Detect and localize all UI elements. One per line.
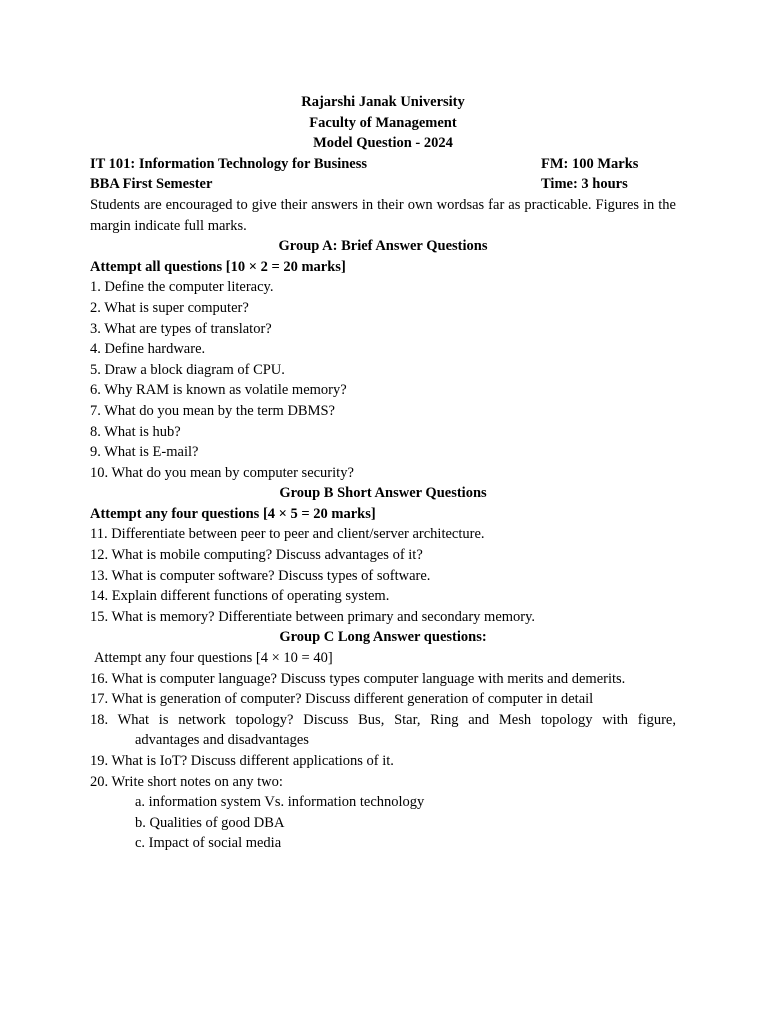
- question-item: 10. What do you mean by computer security?: [90, 464, 354, 481]
- question-item: 4. Define hardware.: [90, 341, 206, 358]
- course-row: [90, 154, 676, 175]
- question-item: 15. What is memory? Differentiate between primary and secondary memory.: [90, 608, 536, 625]
- group-b-title: Group B Short Answer Questions: [279, 485, 487, 502]
- group-c-title: Group C Long Answer questions:: [279, 629, 487, 646]
- exam-time: Time: 3 hours: [541, 176, 628, 193]
- question-item: 9. What is E-mail?: [90, 444, 199, 461]
- group-c-instruction: Attempt any four questions [4 × 10 = 40]: [94, 650, 333, 667]
- question-item: 1. Define the computer literacy.: [90, 279, 274, 296]
- question-item: 18. What is network topology? Discuss Bus, Star, Ring and Mesh topology with figure,: [90, 711, 676, 728]
- instructions: Students are encouraged to give their answers in their own wordsas far as practicable. Figures in the margin indicate full marks.: [90, 196, 676, 234]
- course-title: IT 101: Information Technology for Business: [90, 155, 368, 172]
- question-item: 5. Draw a block diagram of CPU.: [90, 361, 285, 378]
- faculty-name: Faculty of Management: [309, 114, 457, 131]
- semester: BBA First Semester: [90, 176, 213, 193]
- group-a-title: Group A: Brief Answer Questions: [278, 238, 488, 255]
- question-item: 17. What is generation of computer? Discuss different generation of computer in detail: [90, 691, 594, 708]
- question-item: 11. Differentiate between peer to peer and client/server architecture.: [90, 526, 485, 543]
- question-item: 16. What is computer language? Discuss types computer language with merits and demerits.: [90, 670, 626, 687]
- group-a-instruction: Attempt all questions [10 × 2 = 20 marks]: [90, 258, 346, 275]
- question-continuation: advantages and disadvantages: [135, 732, 309, 749]
- question-paper: [90, 92, 676, 854]
- group-b-instruction: Attempt any four questions [4 × 5 = 20 marks]: [90, 505, 376, 522]
- question-item: 19. What is IoT? Discuss different applications of it.: [90, 753, 394, 769]
- question-item: 6. Why RAM is known as volatile memory?: [90, 382, 347, 399]
- full-marks: FM: 100 Marks: [541, 155, 639, 172]
- question-item: 7. What do you mean by the term DBMS?: [90, 402, 335, 419]
- semester-row: [90, 174, 676, 195]
- question-item: 3. What are types of translator?: [90, 320, 272, 337]
- university-name: Rajarshi Janak University: [301, 94, 465, 110]
- sub-question-item: b. Qualities of good DBA: [135, 814, 285, 831]
- exam-title: Model Question - 2024: [313, 135, 453, 152]
- question-item: 14. Explain different functions of operating system.: [90, 588, 390, 605]
- question-item: 12. What is mobile computing? Discuss advantages of it?: [90, 547, 423, 564]
- question-item: 13. What is computer software? Discuss types of software.: [90, 567, 431, 584]
- question-item: 2. What is super computer?: [90, 299, 249, 316]
- question-item: 8. What is hub?: [90, 423, 181, 440]
- question-item: 20. Write short notes on any two:: [90, 773, 283, 790]
- sub-question-item: a. information system Vs. information technology: [135, 794, 425, 811]
- sub-question-item: c. Impact of social media: [135, 835, 282, 852]
